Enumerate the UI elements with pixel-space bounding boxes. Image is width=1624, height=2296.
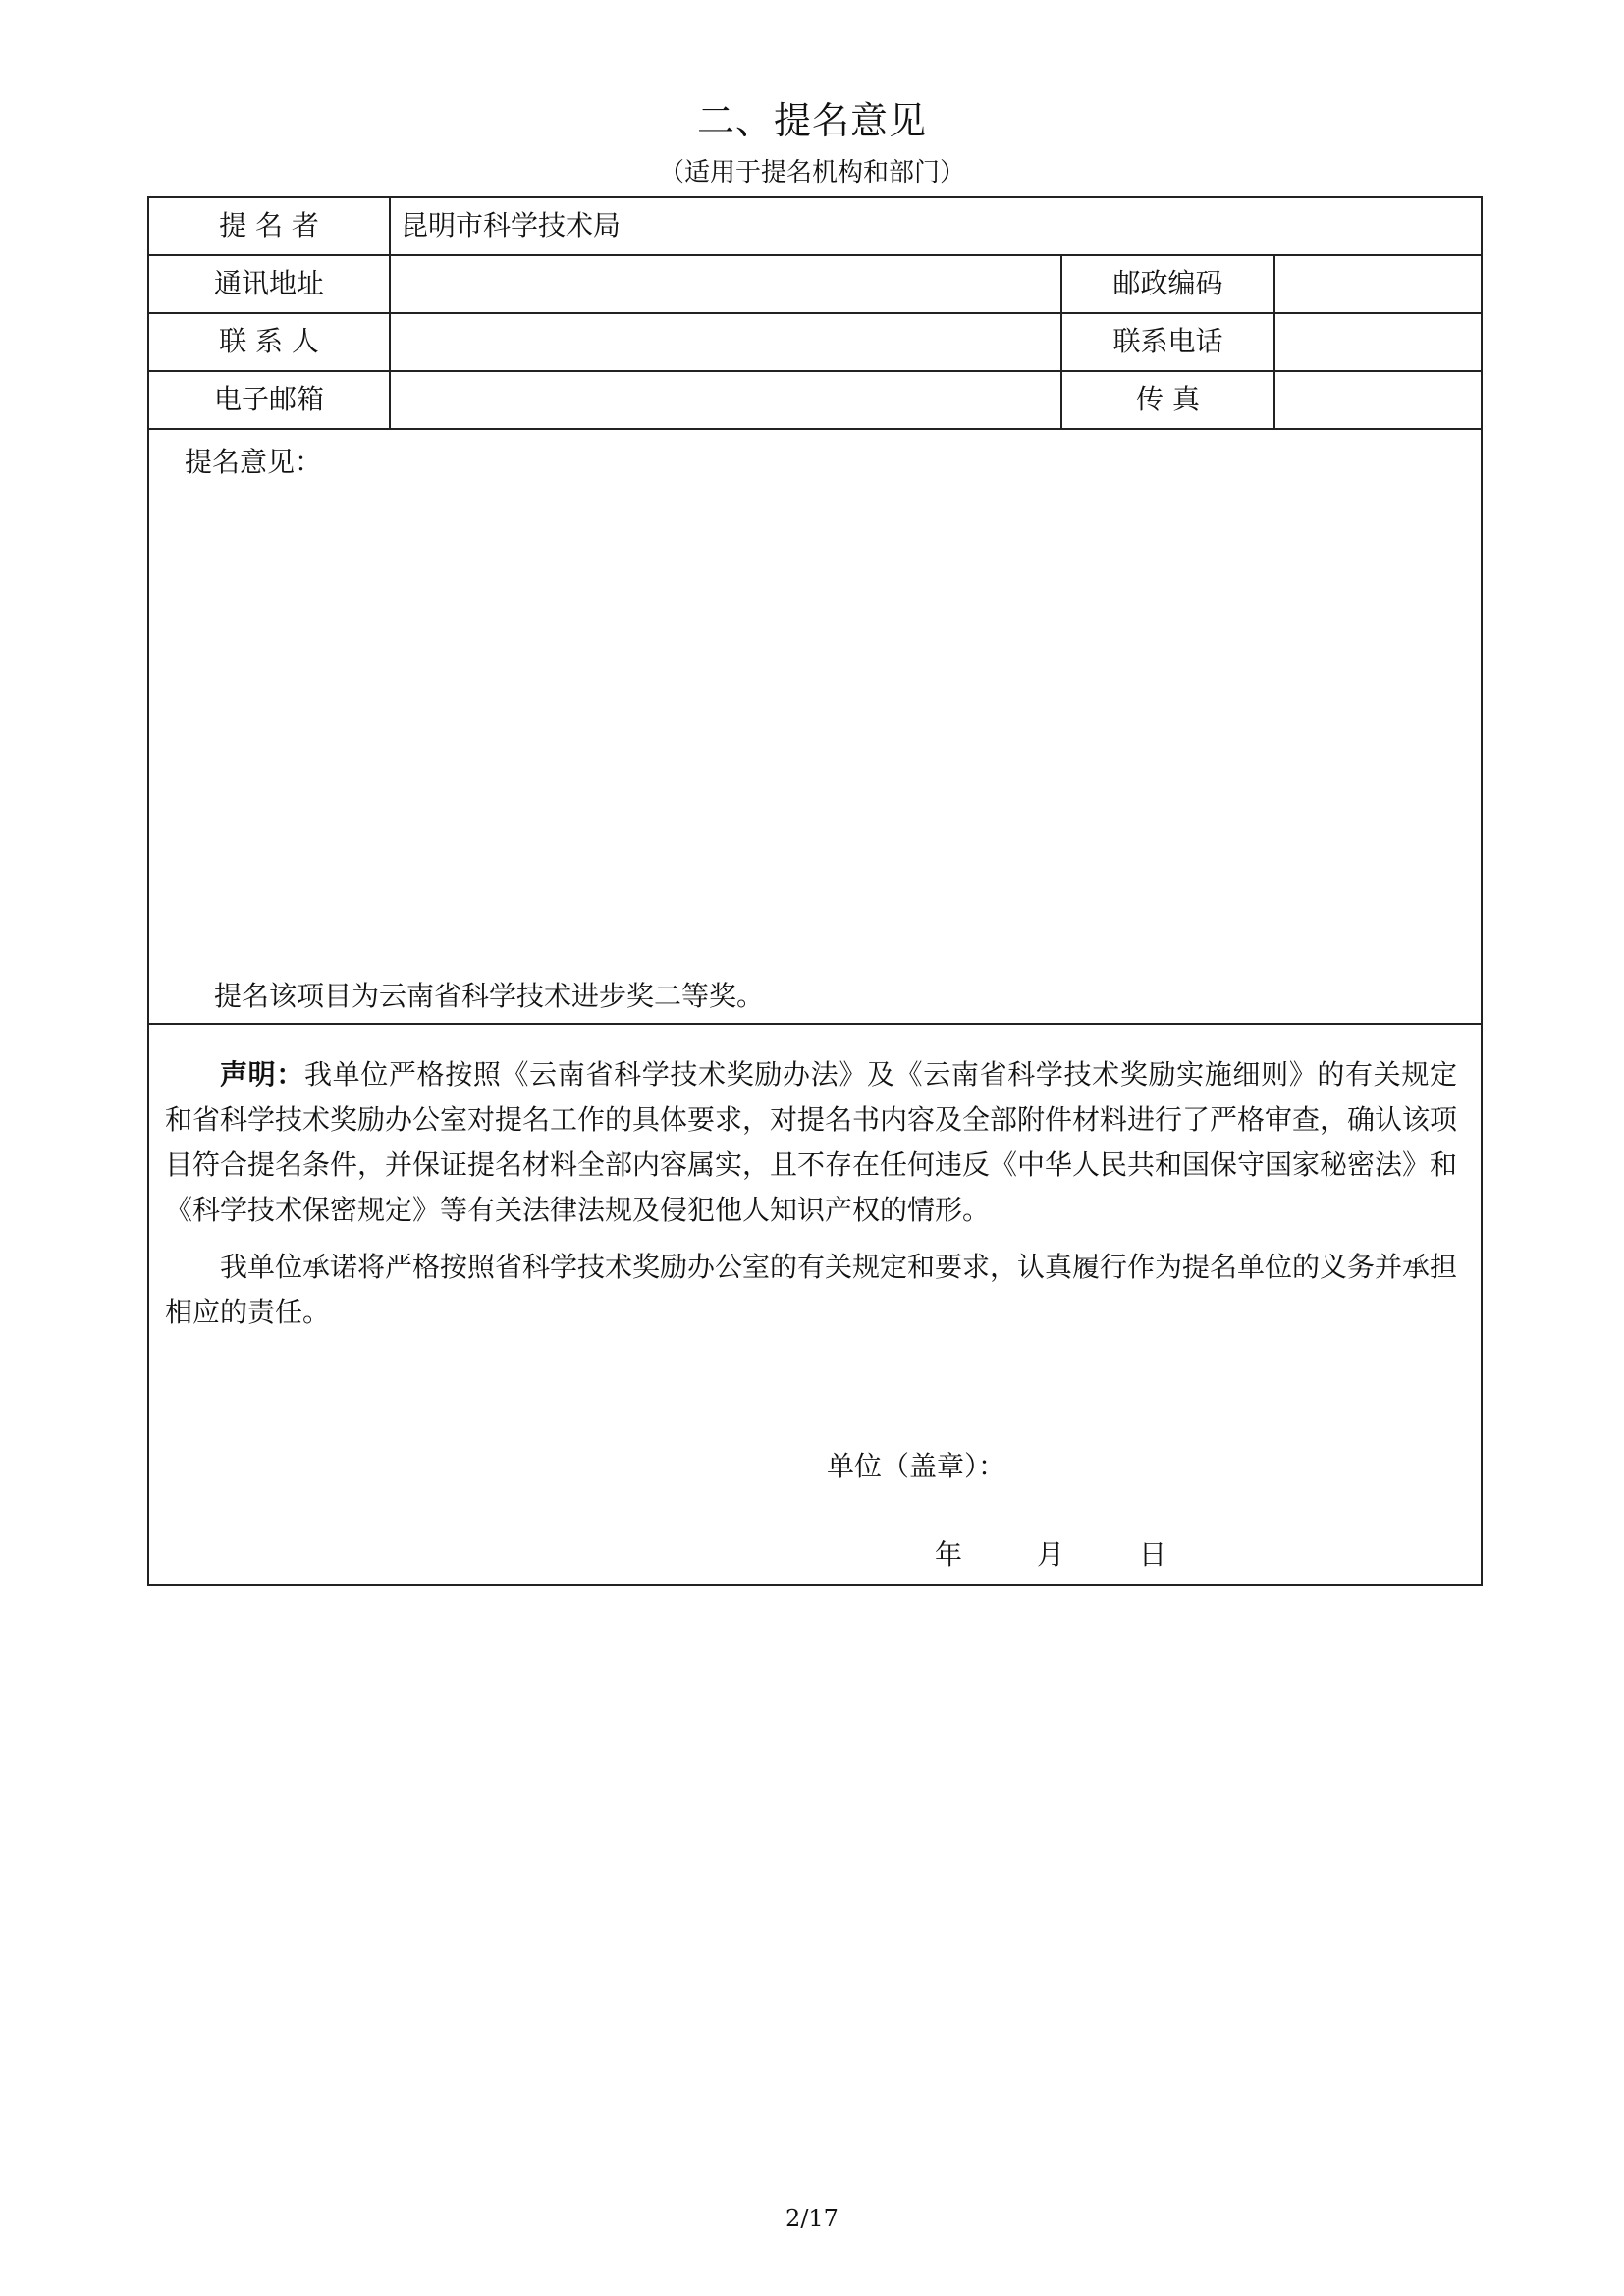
row-divider	[149, 370, 1481, 372]
address-label: 通讯地址	[213, 267, 324, 299]
phone-label: 联系电话	[1112, 325, 1223, 357]
page-title: 二、提名意见	[696, 99, 927, 142]
opinion-conclusion: 提名该项目为云南省科学技术进步奖二等奖。	[214, 980, 765, 1012]
declaration-text: 我单位严格按照《云南省科学技术奖励办法》及《云南省科学技术奖励实施细则》的有关规定和省科学技术奖励办公室对提名工作的具体要求，对提名书内容及全部附件材料进行了严格审查，确认该项目符合提名条件，并保证提名材料全部内容属实，且不存在任何违反《中华人民共和国保守国家秘密法》和《科学技术保密规定》等有关法律法规及侵犯他人知识产权的情形。	[165, 1058, 1458, 1226]
postcode-label: 邮政编码	[1112, 267, 1223, 299]
commitment-paragraph: 我单位承诺将严格按照省科学技术奖励办公室的有关规定和要求，认真履行作为提名单位的义务并承担相应的责任。	[165, 1251, 1458, 1328]
declaration-paragraph	[165, 1052, 1457, 1233]
contact-label: 联 系 人	[219, 325, 319, 357]
page-number: 2/17	[785, 2205, 839, 2232]
opinion-label: 提名意见：	[185, 446, 323, 478]
seal-label: 单位（盖章）：	[827, 1450, 1006, 1482]
email-label: 电子邮箱	[213, 383, 324, 415]
column-divider	[1273, 254, 1275, 430]
row-divider	[149, 428, 1481, 430]
date-month-label: 月	[1037, 1538, 1065, 1571]
column-divider	[389, 198, 391, 430]
declaration-lead: 声明：	[220, 1058, 304, 1091]
date-day-label: 日	[1139, 1538, 1167, 1571]
date-year-label: 年	[935, 1538, 963, 1571]
row-divider	[149, 254, 1481, 256]
row-divider	[149, 312, 1481, 314]
nominator-label: 提 名 者	[219, 209, 319, 241]
fax-label: 传 真	[1136, 383, 1200, 415]
page-subtitle: （适用于提名机构和部门）	[658, 158, 965, 187]
nominator-value: 昆明市科学技术局	[401, 209, 622, 241]
nomination-form	[147, 196, 1483, 1586]
section-divider	[149, 1023, 1481, 1025]
